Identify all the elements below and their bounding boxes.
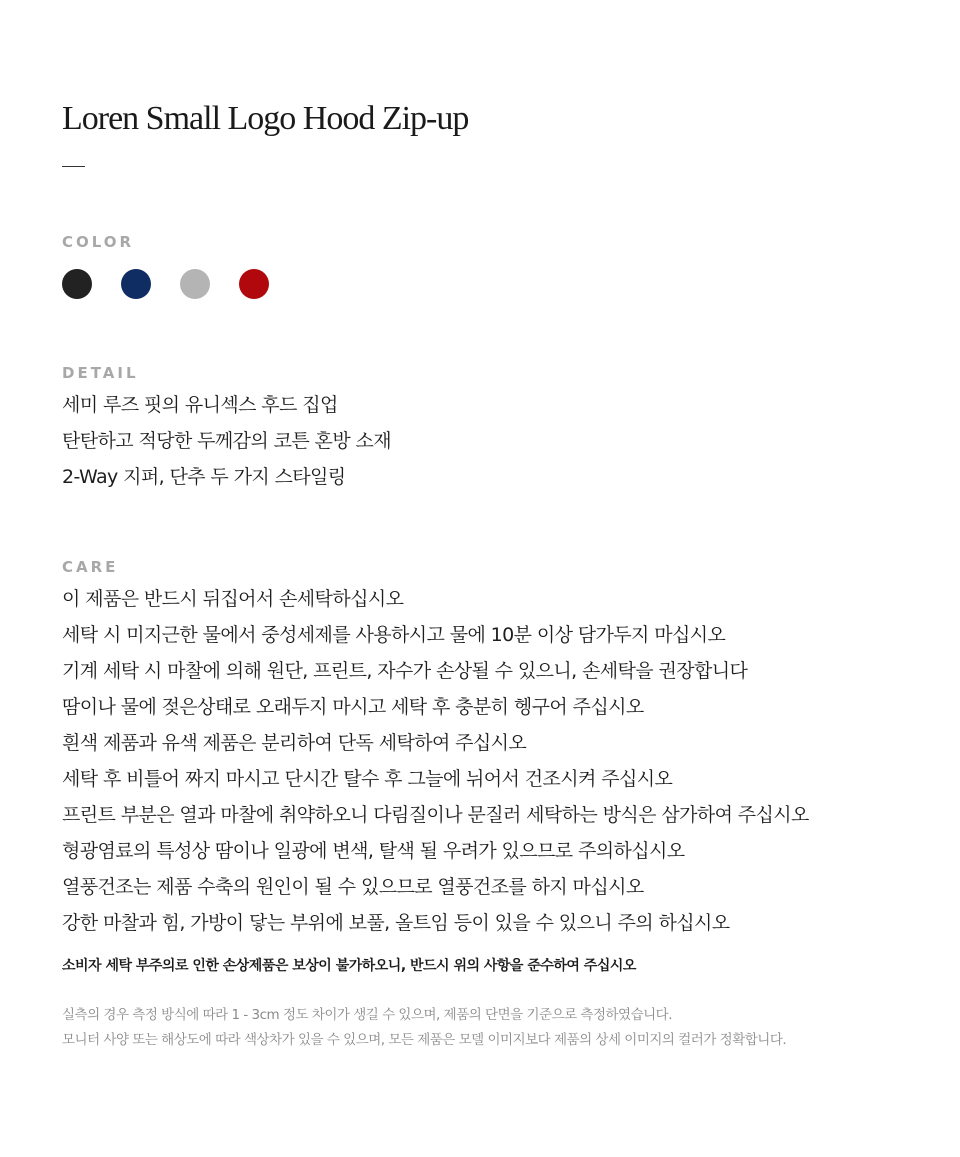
product-title: Loren Small Logo Hood Zip-up: [62, 100, 469, 137]
title-divider: [62, 166, 85, 167]
care-section-label: CARE: [62, 558, 119, 576]
color-swatch-black[interactable]: [62, 269, 92, 299]
detail-list: [62, 387, 391, 495]
detail-item: 탄탄하고 적당한 두께감의 코튼 혼방 소재: [62, 430, 392, 452]
care-item: 세탁 시 미지근한 물에서 중성세제를 사용하시고 물에 10분 이상 담가두지 마십시오: [62, 624, 726, 646]
care-item: 형광염료의 특성상 땀이나 일광에 변색, 탈색 될 우려가 있으므로 주의하십시오: [62, 840, 685, 862]
care-item: 프린트 부분은 열과 마찰에 취약하오니 다림질이나 문질러 세탁하는 방식은 삼가하여 주십시오: [62, 804, 809, 826]
care-list: [62, 581, 809, 941]
color-swatch-group: [62, 269, 269, 299]
care-item: 기계 세탁 시 마찰에 의해 원단, 프린트, 자수가 손상될 수 있으니, 손세탁을 권장합니다: [62, 660, 748, 682]
care-item: 열풍건조는 제품 수축의 원인이 될 수 있으므로 열풍건조를 하지 마십시오: [62, 876, 644, 898]
footnote-measurement: 실측의 경우 측정 방식에 따라 1 - 3cm 정도 차이가 생길 수 있으며, 제품의 단면을 기준으로 측정하였습니다.: [62, 1007, 673, 1023]
care-item: 이 제품은 반드시 뒤집어서 손세탁하십시오: [62, 588, 404, 610]
detail-item: 2-Way 지퍼, 단추 두 가지 스타일링: [62, 466, 346, 488]
care-item: 흰색 제품과 유색 제품은 분리하여 단독 세탁하여 주십시오: [62, 732, 527, 754]
footnote-list: [62, 1003, 786, 1053]
care-item: 땀이나 물에 젖은상태로 오래두지 마시고 세탁 후 충분히 헹구어 주십시오: [62, 696, 644, 718]
care-item: 세탁 후 비틀어 짜지 마시고 단시간 탈수 후 그늘에 뉘어서 건조시켜 주십시오: [62, 768, 673, 790]
color-section-label: COLOR: [62, 233, 135, 251]
care-notice: 소비자 세탁 부주의로 인한 손상제품은 보상이 불가하오니, 반드시 위의 사항을 준수하여 주십시오: [62, 958, 636, 974]
color-swatch-red[interactable]: [239, 269, 269, 299]
care-item: 강한 마찰과 힘, 가방이 닿는 부위에 보풀, 올트임 등이 있을 수 있으니 주의 하십시오: [62, 912, 730, 934]
color-swatch-gray[interactable]: [180, 269, 210, 299]
detail-section-label: DETAIL: [62, 364, 139, 382]
footnote-color: 모니터 사양 또는 해상도에 따라 색상차가 있을 수 있으며, 모든 제품은 모델 이미지보다 제품의 상세 이미지의 컬러가 정확합니다.: [62, 1032, 787, 1048]
color-swatch-navy[interactable]: [121, 269, 151, 299]
detail-item: 세미 루즈 핏의 유니섹스 후드 집업: [62, 394, 338, 416]
